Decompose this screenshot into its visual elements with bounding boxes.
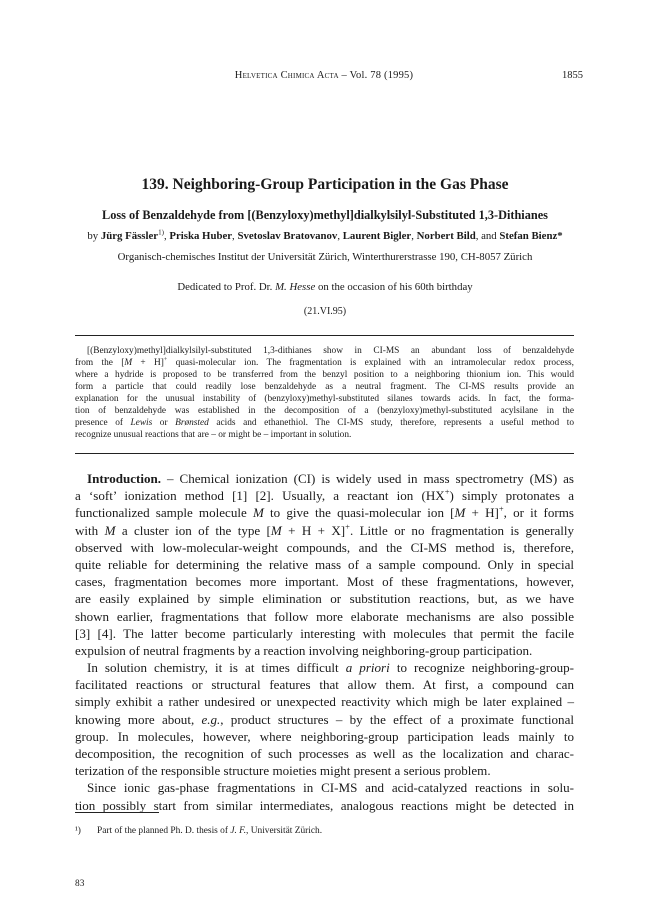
abstract-line: explanation for the unusual instability of (benzyloxy)methyl-substituted silanes towards acids. In fact, the forma- bbox=[75, 394, 574, 404]
abstract-line: from the [M + H]+ quasi-molecular ion. The fragmentation is explained with an intramolecular redox process, bbox=[75, 356, 574, 368]
dedication bbox=[50, 281, 600, 293]
body-line: quite reliable for determining the relative mass of a sample compound. Only in special bbox=[75, 556, 574, 572]
body-line: [3] [4]. The latter become particularly interesting with molecules that permit the facile bbox=[75, 625, 574, 641]
body-line: Introduction. – Chemical ionization (CI) is widely used in mass spectrometry (MS) as bbox=[87, 471, 574, 486]
body-line: simply exhibit a rather undesired or unexpected reactivity which migh be later explained – bbox=[75, 694, 574, 710]
abstract-line: [(Benzyloxy)methyl]dialkylsilyl-substituted 1,3-dithianes show in CI-MS an abundant loss of benzaldehyde bbox=[87, 346, 574, 356]
body-line: expulsion of neutral fragments by a reaction involving neighboring-group participation. bbox=[75, 642, 533, 658]
section-heading: Introduction. bbox=[87, 471, 162, 486]
article-subtitle: Loss of Benzaldehyde from [(Benzyloxy)methyl]dialkylsilyl-Substituted 1,3-Dithianes bbox=[102, 208, 548, 222]
body-line: tion possibly start from similar intermediates, analogous reactions might be detected in bbox=[75, 797, 574, 813]
author-note-mark: * bbox=[557, 230, 563, 242]
abstract-line: recognize unusual reactions that are – or might be – important in solution. bbox=[75, 430, 352, 440]
article-title: 139. Neighboring-Group Participation in the Gas Phase bbox=[141, 176, 509, 193]
author-list bbox=[50, 230, 600, 242]
author-name: Svetoslav Bratovanov bbox=[237, 230, 338, 242]
body-line: knowing more about, e.g., product structures – by the effect of a proximate functional bbox=[75, 711, 574, 727]
dedication-name: M. Hesse bbox=[275, 281, 316, 293]
body-line: shown earlier, fragmentations that follow more elaborate mechanisms are also possible bbox=[75, 608, 574, 624]
body-line: are easily explained by simple elimination or substitution reactions, but, as we have bbox=[75, 591, 574, 607]
abstract-bottom-rule bbox=[75, 453, 574, 454]
body-line: functionalized sample molecule M to give the quasi-molecular ion [M + H]+, or it forms bbox=[75, 504, 574, 521]
running-head bbox=[200, 70, 448, 81]
affiliation: Organisch-chemisches Institut der Universität Zürich, Winterthurerstrasse 190, CH-8057 Zürich bbox=[117, 251, 533, 263]
author-name: Stefan Bienz bbox=[499, 230, 558, 242]
journal-volume: – Vol. 78 (1995) bbox=[338, 70, 414, 81]
author-name: Laurent Bigler bbox=[342, 230, 412, 242]
author-name: Priska Huber bbox=[169, 230, 233, 242]
body-line: facilitated reactions or structural features that allow them. At first, a compound can bbox=[75, 677, 574, 693]
body-line: terization of the responsible structure moieties might present a serious problem. bbox=[75, 763, 491, 779]
dedication-suffix: on the occasion of his 60th birthday bbox=[315, 281, 473, 293]
body-line: a ‘soft’ ionization method [1] [2]. Usually, a reactant ion (HX+) simply protonates a bbox=[75, 486, 574, 504]
received-date: (21.VI.95) bbox=[303, 306, 347, 317]
body-line: group. In molecules, however, where neighboring-group participation leads mainly to bbox=[75, 728, 574, 744]
body-line: In solution chemistry, it is at times difficult a priori to recognize neighboring-group- bbox=[87, 660, 574, 676]
body-text bbox=[75, 470, 574, 814]
page-number: 1855 bbox=[562, 70, 583, 81]
journal-name: Helvetica Chimica Acta bbox=[234, 70, 339, 81]
footnote-mark: ¹) bbox=[75, 826, 81, 836]
abstract bbox=[75, 345, 574, 441]
author-note-mark: 1) bbox=[158, 228, 164, 237]
body-line: with M a cluster ion of the type [M + H + X]+. Little or no fragmentation is generally bbox=[75, 521, 575, 538]
sheet-number: 83 bbox=[75, 879, 85, 889]
abstract-line: tion of benzaldehyde was established in the decomposition of a (benzyloxy)methyl-substituted acylsilane in the bbox=[75, 406, 574, 416]
footnote bbox=[75, 826, 322, 836]
body-line: cases, fragmentation becomes more important. Most of these fragmentations, however, bbox=[75, 574, 574, 590]
abstract-line: presence of Lewis or Brønsted acids and ethanethiol. The CI-MS study, therefore, represents a useful method to bbox=[75, 418, 574, 428]
footnote-text: Part of the planned Ph. D. thesis of J. F., Universität Zürich. bbox=[97, 826, 323, 836]
abstract-line: where a hydride is proposed to be transferred from the benzyl position to a neighboring thionium ion. This would bbox=[75, 370, 574, 380]
body-line: decomposition, the recognition of such processes as well as the localization and charac- bbox=[75, 746, 574, 761]
footnote-rule bbox=[75, 812, 159, 813]
dedication-prefix: Dedicated to Prof. Dr. bbox=[177, 281, 276, 293]
author-names: Jürg Fässler$^{1)}$, Priska Huber, Svetoslav Bratovanov, Laurent Bigler, Norbert Bild, and Stefan Bienz* bbox=[100, 228, 563, 242]
authors-prefix: by bbox=[87, 230, 99, 242]
author-name: Jürg Fässler bbox=[100, 230, 159, 242]
abstract-top-rule bbox=[75, 335, 574, 336]
abstract-line: form a particle that could readily lose benzaldehyde as a neutral fragment. The CI-MS results provide an bbox=[75, 382, 574, 392]
author-name: Norbert Bild bbox=[416, 230, 476, 242]
body-line: observed with low-molecular-weight compounds, and the CI-MS method is, therefore, bbox=[75, 539, 574, 555]
body-line: Since ionic gas-phase fragmentations in CI-MS and acid-catalyzed reactions in solu- bbox=[87, 780, 574, 796]
